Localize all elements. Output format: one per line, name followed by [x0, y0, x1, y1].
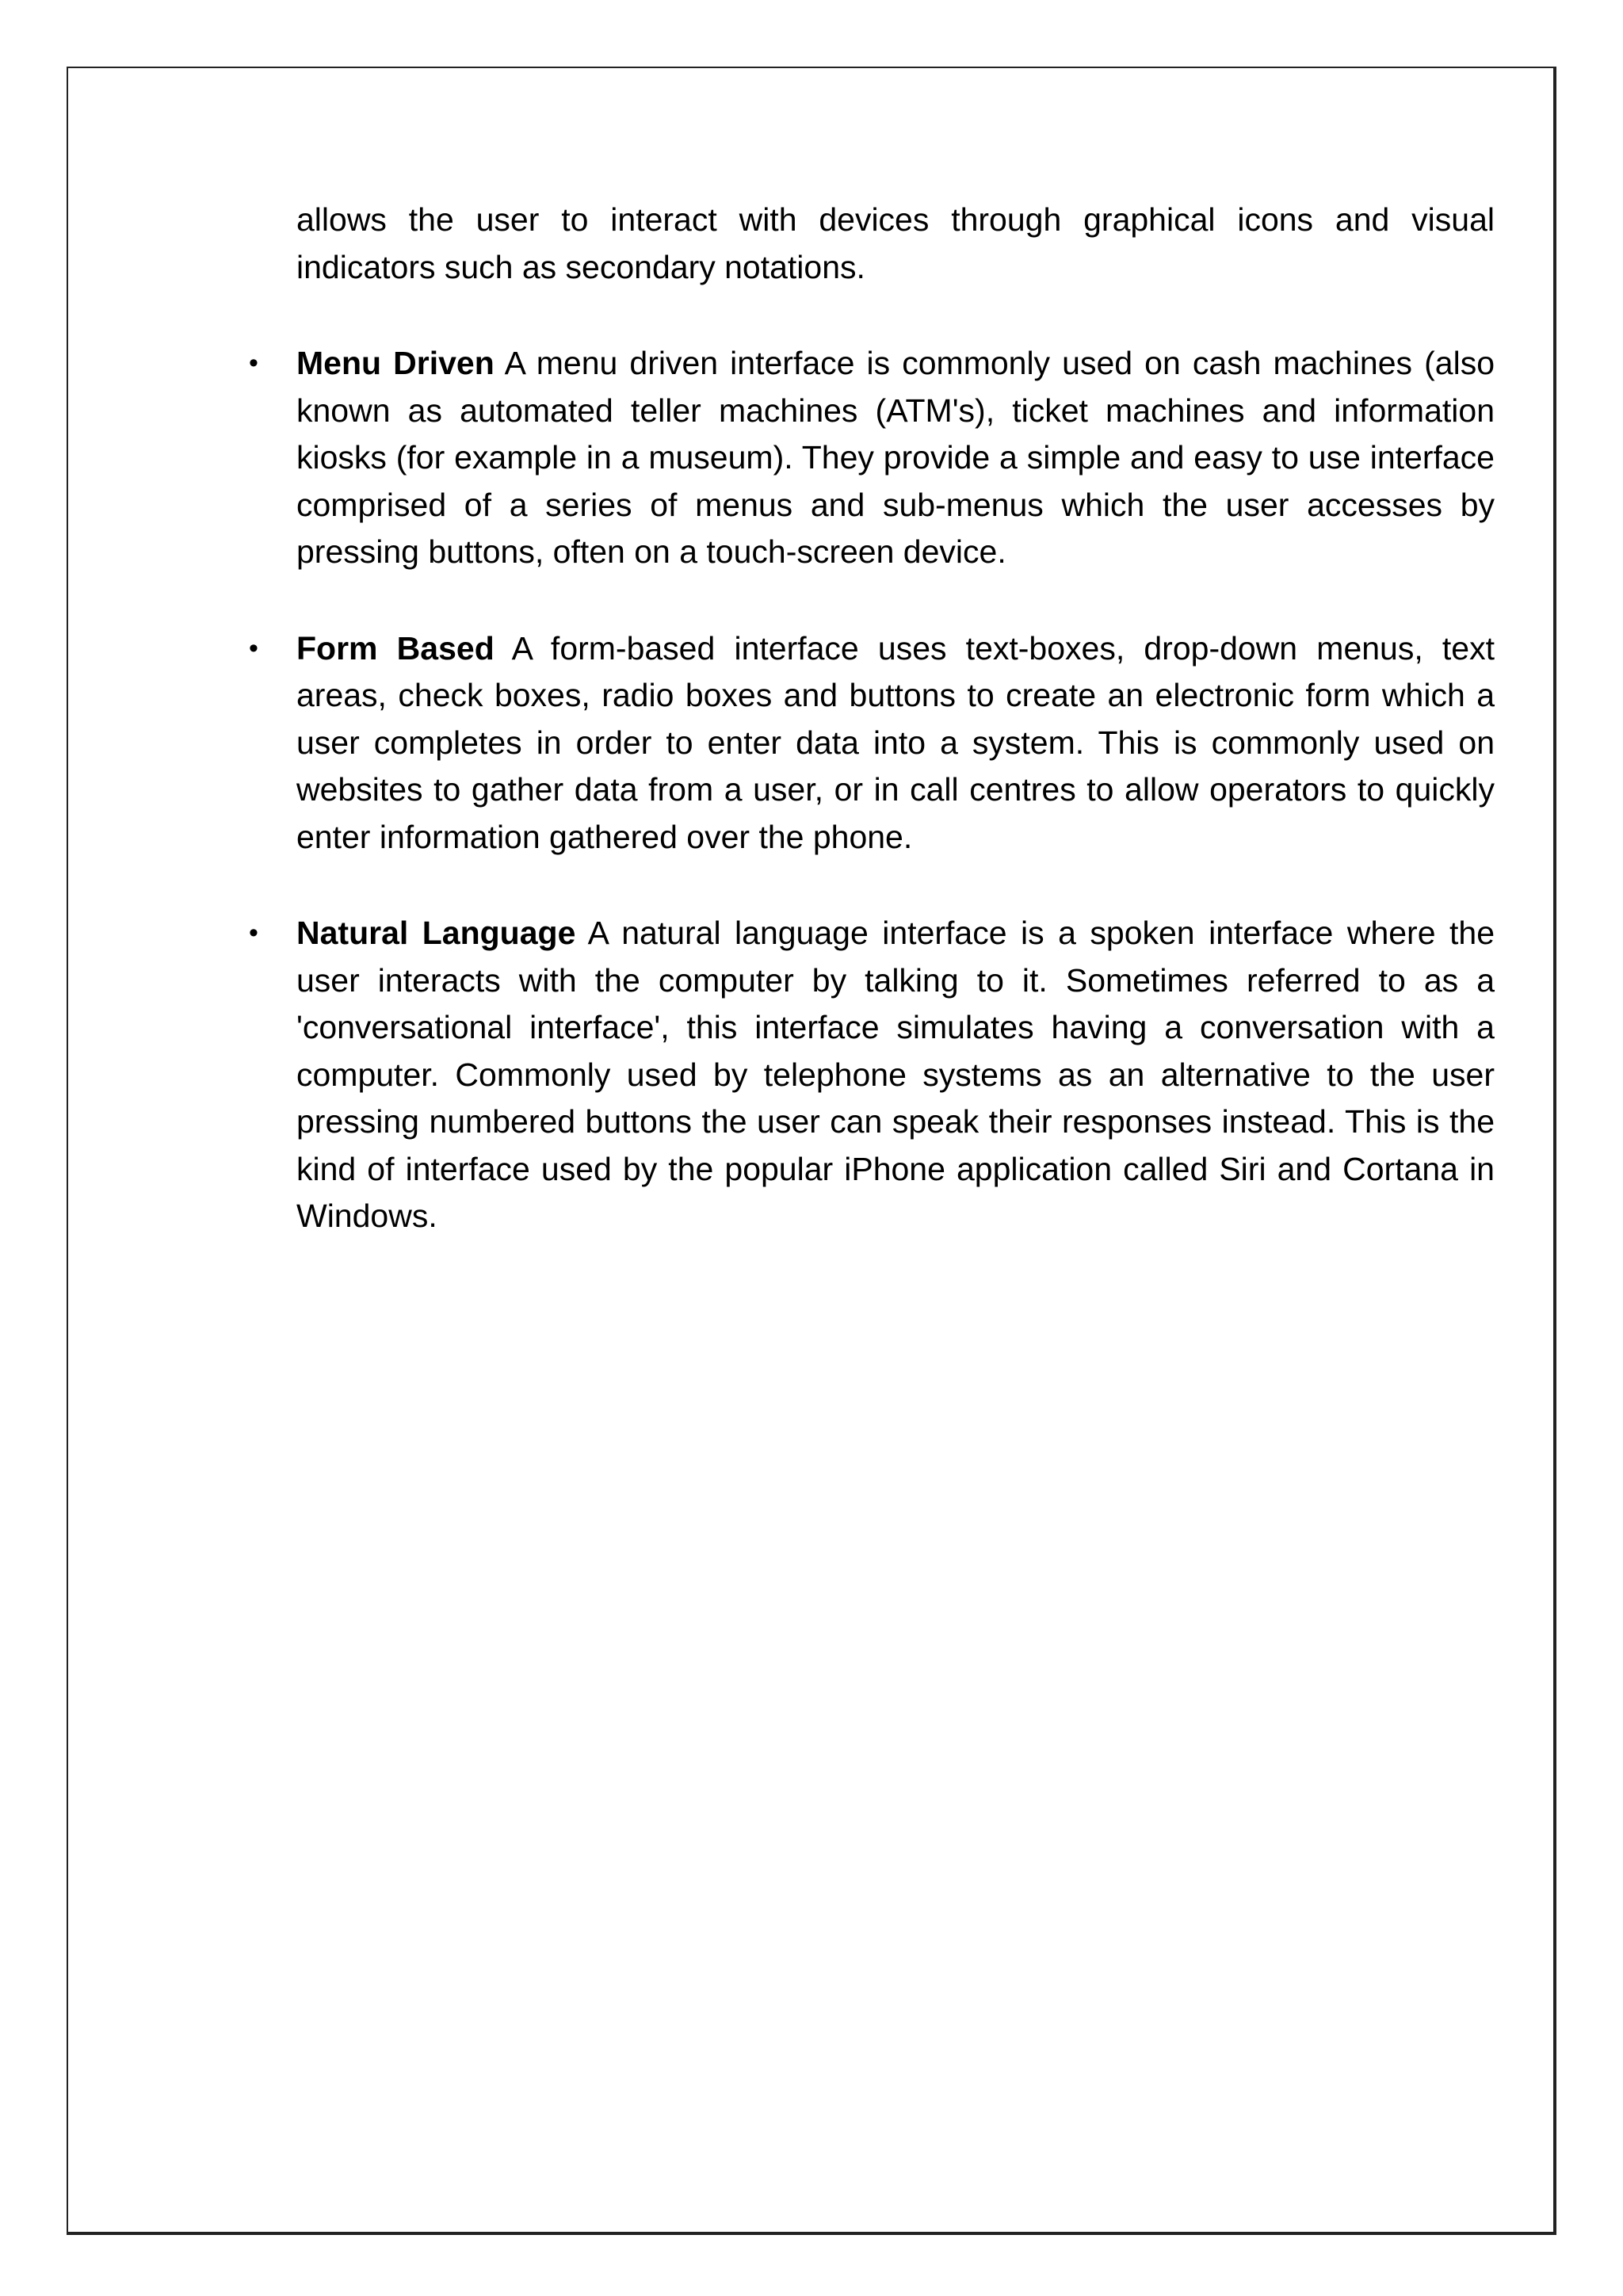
- description-natural-language: A natural language interface is a spoken interface where the user interacts with the computer by talking to it. Sometimes referred to as a 'conversational interface', this interface simulates having a conversation with a computer. Commonly used by telephone systems as an alternative to the user pressing numbered buttons the user can speak their responses instead. This is the kind of interface used by the popular iPhone application called Siri and Cortana in Windows.: [296, 915, 1495, 1234]
- document-body: [249, 197, 1495, 1240]
- description-form-based: A form-based interface uses text-boxes, drop-down menus, text areas, check boxes, radio boxes and buttons to create an electronic form which a user completes in order to enter data into a system. This is commonly used on websites to gather data from a user, or in call centres to allow operators to quickly enter information gathered over the phone.: [296, 629, 1495, 855]
- term-menu-driven: Menu Driven: [296, 345, 495, 381]
- bullet-icon: •: [249, 918, 258, 948]
- intro-paragraph: allows the user to interact with devices through graphical icons and visual indicators such as secondary notations.: [296, 201, 1495, 285]
- bullet-icon: •: [249, 632, 258, 663]
- description-menu-driven: A menu driven interface is commonly used on cash machines (also known as automated teller machines (ATM's), ticket machines and information kiosks (for example in a museum). They provide a simple and easy to use interface comprised of a series of menus and sub-menus which the user accesses by pressing buttons, often on a touch-screen device.: [296, 345, 1495, 570]
- list-item-natural-language: [249, 910, 1495, 1240]
- list-item-form-based: [249, 625, 1495, 861]
- bullet-icon: •: [249, 348, 258, 378]
- term-form-based: Form Based: [296, 629, 495, 667]
- term-natural-language: Natural Language: [296, 915, 576, 951]
- list-item-menu-driven: [249, 340, 1495, 576]
